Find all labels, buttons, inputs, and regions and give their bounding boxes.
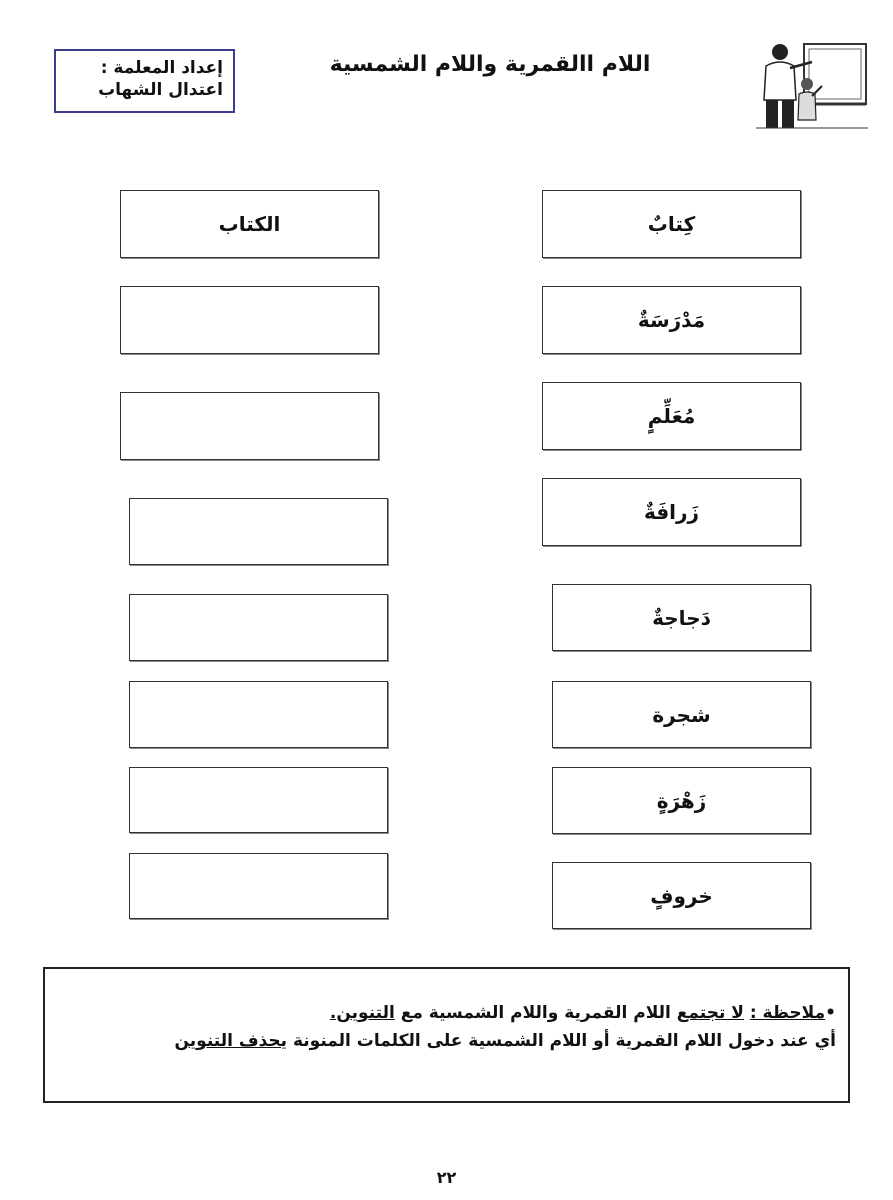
note-text: اللام القمرية واللام الشمسية مع xyxy=(394,1003,677,1023)
note-line-1 xyxy=(57,999,836,1027)
word-text: مَدْرَسَةٌ xyxy=(637,308,706,332)
word-text: خروفٍ xyxy=(650,883,713,908)
teacher-credit-box xyxy=(54,49,235,113)
note-text: أي عند دخول اللام القمرية أو اللام الشمسية على الكلمات المنونة xyxy=(287,1031,836,1051)
word-box xyxy=(552,584,811,651)
word-text: دَجاجةٌ xyxy=(652,605,711,630)
word-box xyxy=(552,681,811,748)
page-title: اللام االقمرية واللام الشمسية xyxy=(329,52,651,77)
answer-box[interactable] xyxy=(120,286,379,354)
answer-box[interactable] xyxy=(129,498,388,565)
word-box xyxy=(542,478,801,546)
word-box xyxy=(552,862,811,929)
note-line-2 xyxy=(57,1027,836,1055)
note-phrase-tanween: التنوين. xyxy=(329,1003,395,1023)
note-label: ملاحظة : xyxy=(749,1003,826,1023)
note-phrase-remove-tanween: يحذف التنوين xyxy=(174,1031,288,1051)
answer-box[interactable] xyxy=(129,594,388,661)
note-bullet: • xyxy=(825,1003,836,1023)
word-box xyxy=(542,286,801,354)
page-number: ٢٢ xyxy=(436,1168,457,1187)
answer-box[interactable] xyxy=(120,190,379,258)
word-box xyxy=(542,382,801,450)
answer-text: الكتاب xyxy=(218,212,281,236)
teacher-credit-label: إعداد المعلمة : xyxy=(100,58,223,78)
note-phrase-no-combine: لا تجتمع xyxy=(676,1003,744,1023)
teacher-name: اعتدال الشهاب xyxy=(98,80,223,100)
word-text: زَهْرَةٍ xyxy=(656,788,707,813)
teacher-at-board-illustration xyxy=(752,38,870,130)
answer-box[interactable] xyxy=(129,853,388,919)
word-text: شجرة xyxy=(652,702,711,727)
word-box xyxy=(542,190,801,258)
answer-box[interactable] xyxy=(129,681,388,748)
word-text: مُعَلِّمٍ xyxy=(647,404,696,428)
word-box xyxy=(552,767,811,834)
answer-box[interactable] xyxy=(129,767,388,833)
note-box xyxy=(43,967,850,1103)
answer-box[interactable] xyxy=(120,392,379,460)
word-text: كِتابٌ xyxy=(647,212,696,236)
word-text: زَرافَةٌ xyxy=(643,500,700,524)
